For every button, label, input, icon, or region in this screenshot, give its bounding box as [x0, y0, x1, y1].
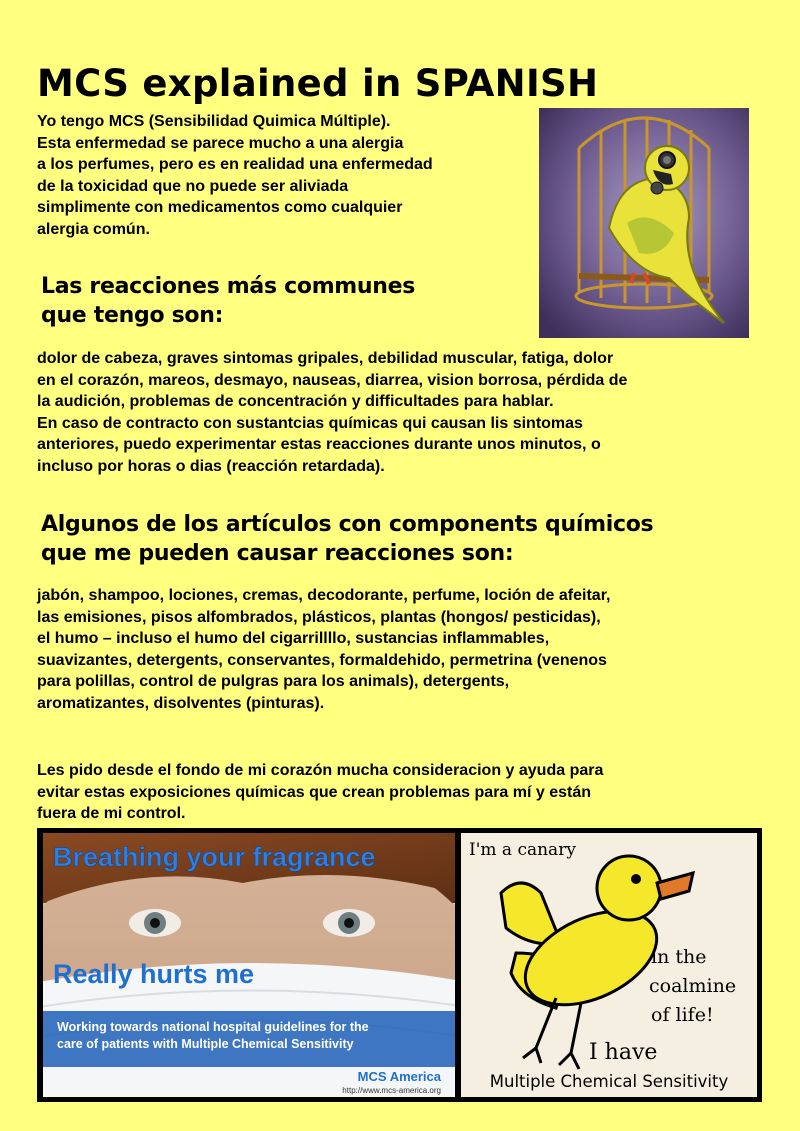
- bottom-banner: [37, 828, 762, 1102]
- paragraph-line: anteriores, puedo experimentar estas reacciones durante unos minutos, o: [37, 436, 601, 453]
- fragrance-ad-image: [43, 833, 455, 1097]
- plea-paragraph: [37, 760, 767, 825]
- paragraph-line: jabón, shampoo, lociones, cremas, decodorante, perfume, loción de afeitar,: [37, 587, 611, 604]
- cartoon-top-text: I'm a canary: [469, 840, 576, 860]
- cartoon-middle-line: in the: [651, 946, 707, 968]
- heading-line: que tengo son:: [41, 303, 224, 328]
- child-with-mask-illustration: [43, 833, 455, 1097]
- intro-line: Yo tengo MCS (Sensibilidad Quimica Múltiple).: [37, 113, 391, 130]
- cartoon-bottom-line: I have: [589, 1040, 658, 1065]
- ad-caption-line: care of patients with Multiple Chemical Sensitivity: [57, 1037, 354, 1051]
- intro-line: alergia común.: [37, 220, 150, 238]
- paragraph-line: en el corazón, mareos, desmayo, nauseas, diarrea, vision borrosa, pérdida de: [37, 371, 628, 389]
- canary-cartoon-image: [461, 833, 757, 1097]
- intro-line: de la toxicidad que no puede ser aliviada: [37, 177, 349, 195]
- paragraph-line: aromatizantes, disolventes (pinturas).: [37, 694, 325, 712]
- cartoon-middle-line: coalmine: [649, 975, 737, 997]
- chemicals-heading: [41, 510, 653, 568]
- paragraph-line: las emisiones, pisos alfombrados, plásticos, plantas (hongos/ pesticidas),: [37, 608, 601, 626]
- ad-caption-line: Working towards national hospital guidelines for the: [57, 1020, 369, 1034]
- paragraph-line: para polillas, control de pulgras para los animals), detergents,: [37, 673, 510, 690]
- ad-url: http://www.mcs-america.org: [342, 1086, 441, 1095]
- ad-org-name: MCS America: [357, 1069, 441, 1084]
- chemical-items-paragraph: [37, 585, 767, 714]
- cartoon-middle-line: of life!: [651, 1004, 714, 1026]
- ad-subhead: Really hurts me: [53, 959, 255, 989]
- intro-line: Esta enfermedad se parece mucho a una alergia: [37, 134, 404, 152]
- paragraph-line: suavizantes, detergents, conservantes, formaldehido, permetrina (venenos: [37, 651, 607, 669]
- paragraph-line: la audición, problemas de concentración y difficultades para hablar.: [37, 393, 554, 410]
- paragraph-line: En caso de contracto con sustantcias químicas qui causan lis sintomas: [37, 414, 583, 432]
- reactions-heading: [41, 272, 415, 330]
- heading-line: Las reacciones más communes: [41, 274, 416, 299]
- paragraph-line: dolor de cabeza, graves sintomas gripales, debilidad muscular, fatiga, dolor: [37, 350, 614, 367]
- intro-line: a los perfumes, pero es en realidad una enfermedad: [37, 156, 433, 173]
- paragraph-line: evitar estas exposiciones químicas que crean problemas para mí y están: [37, 783, 592, 801]
- cartoon-bottom-line: Multiple Chemical Sensitivity: [489, 1072, 729, 1091]
- paragraph-line: Les pido desde el fondo de mi corazón mucha consideracion y ayuda para: [37, 762, 604, 779]
- canary-in-cage-illustration: [539, 108, 749, 338]
- paragraph-line: el humo – incluso el humo del cigarrillllo, sustancias inflammables,: [37, 630, 550, 647]
- intro-paragraph: [37, 111, 527, 240]
- paragraph-line: fuera de mi control.: [37, 805, 186, 822]
- ad-headline: Breathing your fragrance: [53, 842, 376, 872]
- heading-line: Algunos de los artículos con components químicos: [41, 512, 654, 537]
- page-title: MCS explained in SPANISH: [37, 62, 599, 105]
- paragraph-line: incluso por horas o dias (reacción retardada).: [37, 457, 385, 475]
- heading-line: que me pueden causar reacciones son:: [41, 541, 514, 566]
- intro-line: simplimente con medicamentos como cualquier: [37, 199, 403, 216]
- reactions-paragraph: [37, 348, 767, 477]
- canary-gas-mask-image: [539, 108, 749, 338]
- cartoon-canary-illustration: [461, 833, 757, 1097]
